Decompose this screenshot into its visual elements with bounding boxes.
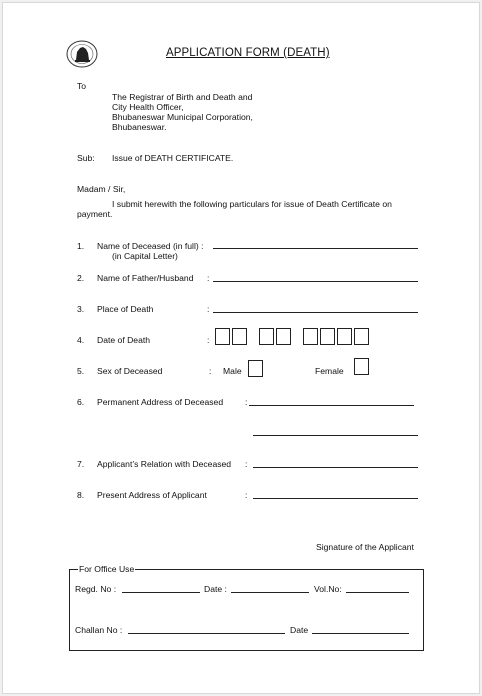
date-month-digit-2[interactable] — [276, 328, 291, 345]
subject-text: Issue of DEATH CERTIFICATE. — [112, 153, 234, 163]
field-4-label: Date of Death — [97, 335, 151, 345]
female-checkbox[interactable] — [354, 358, 369, 375]
office-date-field[interactable] — [231, 592, 309, 593]
field-8-label: Present Address of Applicant — [97, 490, 207, 500]
to-label: To — [77, 81, 87, 91]
office-date-label: Date : — [204, 584, 227, 594]
challan-no-label: Challan No : — [75, 625, 123, 635]
permanent-address-line-2[interactable] — [253, 435, 418, 436]
salutation: Madam / Sir, — [77, 184, 126, 194]
field-3-label: Place of Death — [97, 304, 154, 314]
field-1-label: Name of Deceased (in full) : — [97, 241, 204, 251]
present-address-field[interactable] — [253, 498, 418, 499]
office-use-box — [69, 569, 424, 651]
address-line-1: The Registrar of Birth and Death and — [112, 92, 253, 102]
permanent-address-line-1[interactable] — [249, 405, 414, 406]
male-checkbox[interactable] — [248, 360, 263, 377]
field-3-number: 3. — [77, 304, 85, 314]
form-page — [2, 2, 480, 694]
field-7-label: Applicant’s Relation with Deceased — [97, 459, 232, 469]
municipal-emblem-icon — [65, 39, 99, 69]
field-8-number: 8. — [77, 490, 85, 500]
date-year-digit-2[interactable] — [320, 328, 335, 345]
field-5-number: 5. — [77, 366, 85, 376]
subject-label: Sub: — [77, 153, 95, 163]
female-label: Female — [315, 366, 344, 376]
vol-no-label: Vol.No: — [314, 584, 342, 594]
challan-date-field[interactable] — [312, 633, 409, 634]
address-line-2: City Health Officer, — [112, 102, 184, 112]
office-use-legend: For Office Use — [79, 564, 135, 574]
address-line-4: Bhubaneswar. — [112, 122, 167, 132]
field-7-number: 7. — [77, 459, 85, 469]
field-1-sublabel: (in Capital Letter) — [112, 251, 178, 261]
male-label: Male — [223, 366, 242, 376]
field-4-colon: : — [207, 335, 210, 345]
date-year-digit-4[interactable] — [354, 328, 369, 345]
field-4-number: 4. — [77, 335, 85, 345]
date-day-digit-1[interactable] — [215, 328, 230, 345]
date-year-digit-3[interactable] — [337, 328, 352, 345]
signature-label: Signature of the Applicant — [316, 542, 414, 552]
field-6-colon: : — [245, 397, 248, 407]
challan-no-field[interactable] — [128, 633, 285, 634]
field-2-label: Name of Father/Husband — [97, 273, 194, 283]
relation-field[interactable] — [253, 467, 418, 468]
field-8-colon: : — [245, 490, 248, 500]
field-5-colon: : — [209, 366, 212, 376]
date-year-digit-1[interactable] — [303, 328, 318, 345]
date-day-digit-2[interactable] — [232, 328, 247, 345]
field-5-label: Sex of Deceased — [97, 366, 163, 376]
father-husband-name-field[interactable] — [213, 281, 418, 282]
form-title: APPLICATION FORM (DEATH) — [166, 47, 330, 59]
date-month-digit-1[interactable] — [259, 328, 274, 345]
regd-no-label: Regd. No : — [75, 584, 117, 594]
field-3-colon: : — [207, 304, 210, 314]
address-line-3: Bhubaneswar Municipal Corporation, — [112, 112, 253, 122]
intro-line-1: I submit herewith the following particulars for issue of Death Certificate on — [112, 199, 392, 209]
field-2-number: 2. — [77, 273, 85, 283]
field-2-colon: : — [207, 273, 210, 283]
field-6-number: 6. — [77, 397, 85, 407]
deceased-name-field[interactable] — [213, 248, 418, 249]
challan-date-label: Date — [290, 625, 309, 635]
field-1-number: 1. — [77, 241, 85, 251]
intro-line-2: payment. — [77, 209, 113, 219]
field-7-colon: : — [245, 459, 248, 469]
field-6-label: Permanent Address of Deceased — [97, 397, 224, 407]
place-of-death-field[interactable] — [213, 312, 418, 313]
regd-no-field[interactable] — [122, 592, 200, 593]
vol-no-field[interactable] — [346, 592, 409, 593]
